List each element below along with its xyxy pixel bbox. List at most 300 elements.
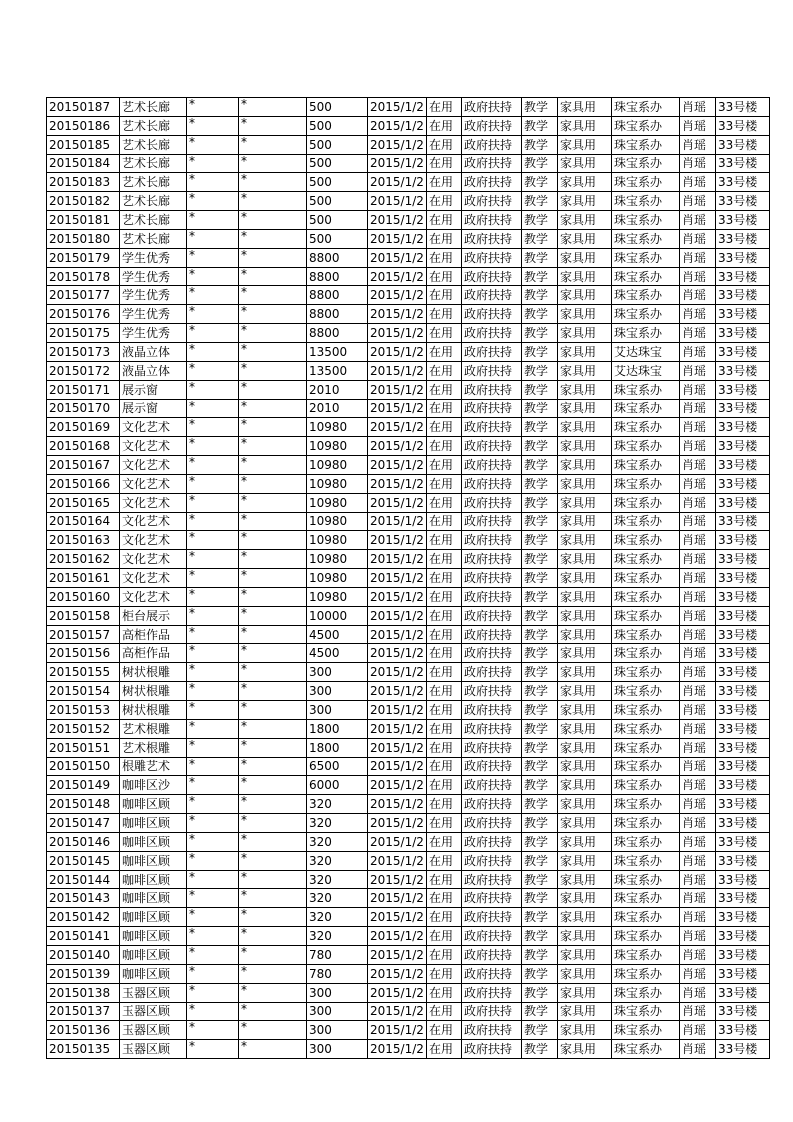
price-cell: 320 (307, 889, 368, 908)
asset-name-cell: 咖啡区沙 (120, 776, 187, 795)
custodian-cell: 肖瑶 (680, 644, 716, 663)
model-cell: * (239, 267, 307, 286)
asset-name-cell: 文化艺术 (120, 512, 187, 531)
asset-name-cell: 文化艺术 (120, 418, 187, 437)
asset-name-cell: 树状根雕 (120, 682, 187, 701)
spec-cell: * (187, 550, 239, 569)
location-cell: 33号楼 (716, 418, 770, 437)
date-cell: 2015/1/2 (368, 380, 427, 399)
price-cell: 320 (307, 795, 368, 814)
custodian-cell: 肖瑶 (680, 380, 716, 399)
location-cell: 33号楼 (716, 889, 770, 908)
funding-source-cell: 政府扶持 (462, 964, 522, 983)
spec-cell: * (187, 776, 239, 795)
location-cell: 33号楼 (716, 173, 770, 192)
table-row (47, 267, 770, 286)
status-cell: 在用 (427, 757, 462, 776)
custodian-cell: 肖瑶 (680, 719, 716, 738)
status-cell: 在用 (427, 493, 462, 512)
category-cell: 家具用 (558, 550, 612, 569)
asset-table (46, 97, 770, 1059)
status-cell: 在用 (427, 531, 462, 550)
asset-name-cell: 文化艺术 (120, 550, 187, 569)
usage-cell: 教学 (522, 474, 558, 493)
location-cell: 33号楼 (716, 1021, 770, 1040)
status-cell: 在用 (427, 324, 462, 343)
table-row (47, 229, 770, 248)
category-cell: 家具用 (558, 832, 612, 851)
custodian-cell: 肖瑶 (680, 267, 716, 286)
location-cell: 33号楼 (716, 550, 770, 569)
table-row (47, 945, 770, 964)
model-cell: * (239, 286, 307, 305)
custodian-cell: 肖瑶 (680, 795, 716, 814)
model-cell: * (239, 135, 307, 154)
location-cell: 33号楼 (716, 248, 770, 267)
location-cell: 33号楼 (716, 493, 770, 512)
model-cell: * (239, 456, 307, 475)
price-cell: 500 (307, 135, 368, 154)
department-cell: 珠宝系办 (612, 380, 680, 399)
asset-id-cell: 20150147 (47, 814, 120, 833)
table-row (47, 531, 770, 550)
date-cell: 2015/1/2 (368, 267, 427, 286)
model-cell: * (239, 229, 307, 248)
price-cell: 10980 (307, 512, 368, 531)
status-cell: 在用 (427, 889, 462, 908)
custodian-cell: 肖瑶 (680, 927, 716, 946)
status-cell: 在用 (427, 663, 462, 682)
date-cell: 2015/1/2 (368, 851, 427, 870)
department-cell: 珠宝系办 (612, 889, 680, 908)
category-cell: 家具用 (558, 456, 612, 475)
table-row (47, 1040, 770, 1059)
location-cell: 33号楼 (716, 1040, 770, 1059)
asset-name-cell: 咖啡区顾 (120, 945, 187, 964)
status-cell: 在用 (427, 606, 462, 625)
date-cell: 2015/1/2 (368, 116, 427, 135)
category-cell: 家具用 (558, 474, 612, 493)
asset-name-cell: 咖啡区顾 (120, 814, 187, 833)
custodian-cell: 肖瑶 (680, 399, 716, 418)
price-cell: 300 (307, 1040, 368, 1059)
asset-id-cell: 20150179 (47, 248, 120, 267)
spec-cell: * (187, 945, 239, 964)
model-cell: * (239, 814, 307, 833)
price-cell: 13500 (307, 361, 368, 380)
usage-cell: 教学 (522, 154, 558, 173)
asset-name-cell: 玉器区顾 (120, 983, 187, 1002)
location-cell: 33号楼 (716, 738, 770, 757)
usage-cell: 教学 (522, 342, 558, 361)
asset-id-cell: 20150143 (47, 889, 120, 908)
model-cell: * (239, 1002, 307, 1021)
category-cell: 家具用 (558, 135, 612, 154)
price-cell: 8800 (307, 324, 368, 343)
model-cell: * (239, 964, 307, 983)
date-cell: 2015/1/2 (368, 342, 427, 361)
spec-cell: * (187, 1002, 239, 1021)
location-cell: 33号楼 (716, 1002, 770, 1021)
table-row (47, 738, 770, 757)
price-cell: 10000 (307, 606, 368, 625)
funding-source-cell: 政府扶持 (462, 456, 522, 475)
category-cell: 家具用 (558, 437, 612, 456)
asset-name-cell: 咖啡区顾 (120, 927, 187, 946)
price-cell: 10980 (307, 569, 368, 588)
department-cell: 珠宝系办 (612, 173, 680, 192)
asset-id-cell: 20150161 (47, 569, 120, 588)
spec-cell: * (187, 719, 239, 738)
funding-source-cell: 政府扶持 (462, 814, 522, 833)
date-cell: 2015/1/2 (368, 795, 427, 814)
price-cell: 8800 (307, 267, 368, 286)
category-cell: 家具用 (558, 983, 612, 1002)
table-row (47, 587, 770, 606)
date-cell: 2015/1/2 (368, 173, 427, 192)
usage-cell: 教学 (522, 493, 558, 512)
department-cell: 珠宝系办 (612, 757, 680, 776)
price-cell: 10980 (307, 587, 368, 606)
asset-id-cell: 20150170 (47, 399, 120, 418)
category-cell: 家具用 (558, 324, 612, 343)
custodian-cell: 肖瑶 (680, 474, 716, 493)
table-row (47, 663, 770, 682)
asset-name-cell: 艺术根雕 (120, 719, 187, 738)
funding-source-cell: 政府扶持 (462, 305, 522, 324)
usage-cell: 教学 (522, 814, 558, 833)
model-cell: * (239, 701, 307, 720)
date-cell: 2015/1/2 (368, 701, 427, 720)
date-cell: 2015/1/2 (368, 456, 427, 475)
department-cell: 珠宝系办 (612, 116, 680, 135)
price-cell: 8800 (307, 248, 368, 267)
department-cell: 珠宝系办 (612, 550, 680, 569)
date-cell: 2015/1/2 (368, 399, 427, 418)
funding-source-cell: 政府扶持 (462, 173, 522, 192)
category-cell: 家具用 (558, 531, 612, 550)
status-cell: 在用 (427, 719, 462, 738)
date-cell: 2015/1/2 (368, 983, 427, 1002)
price-cell: 8800 (307, 305, 368, 324)
location-cell: 33号楼 (716, 908, 770, 927)
custodian-cell: 肖瑶 (680, 908, 716, 927)
status-cell: 在用 (427, 192, 462, 211)
asset-id-cell: 20150164 (47, 512, 120, 531)
price-cell: 10980 (307, 437, 368, 456)
location-cell: 33号楼 (716, 983, 770, 1002)
spec-cell: * (187, 98, 239, 117)
date-cell: 2015/1/2 (368, 1040, 427, 1059)
table-row (47, 474, 770, 493)
asset-id-cell: 20150156 (47, 644, 120, 663)
location-cell: 33号楼 (716, 135, 770, 154)
model-cell: * (239, 418, 307, 437)
status-cell: 在用 (427, 361, 462, 380)
spec-cell: * (187, 889, 239, 908)
status-cell: 在用 (427, 1040, 462, 1059)
status-cell: 在用 (427, 682, 462, 701)
table-row (47, 682, 770, 701)
usage-cell: 教学 (522, 701, 558, 720)
status-cell: 在用 (427, 305, 462, 324)
department-cell: 珠宝系办 (612, 587, 680, 606)
price-cell: 10980 (307, 550, 368, 569)
model-cell: * (239, 945, 307, 964)
model-cell: * (239, 625, 307, 644)
table-row (47, 908, 770, 927)
usage-cell: 教学 (522, 456, 558, 475)
category-cell: 家具用 (558, 380, 612, 399)
funding-source-cell: 政府扶持 (462, 248, 522, 267)
department-cell: 珠宝系办 (612, 606, 680, 625)
department-cell: 珠宝系办 (612, 851, 680, 870)
model-cell: * (239, 531, 307, 550)
table-row (47, 719, 770, 738)
asset-id-cell: 20150169 (47, 418, 120, 437)
department-cell: 珠宝系办 (612, 1021, 680, 1040)
table-row (47, 625, 770, 644)
spec-cell: * (187, 1021, 239, 1040)
usage-cell: 教学 (522, 305, 558, 324)
spec-cell: * (187, 248, 239, 267)
asset-name-cell: 艺术长廊 (120, 211, 187, 230)
asset-id-cell: 20150182 (47, 192, 120, 211)
funding-source-cell: 政府扶持 (462, 550, 522, 569)
model-cell: * (239, 512, 307, 531)
department-cell: 珠宝系办 (612, 776, 680, 795)
custodian-cell: 肖瑶 (680, 682, 716, 701)
asset-name-cell: 咖啡区顾 (120, 870, 187, 889)
funding-source-cell: 政府扶持 (462, 625, 522, 644)
location-cell: 33号楼 (716, 832, 770, 851)
usage-cell: 教学 (522, 738, 558, 757)
asset-id-cell: 20150160 (47, 587, 120, 606)
price-cell: 300 (307, 1021, 368, 1040)
funding-source-cell: 政府扶持 (462, 776, 522, 795)
category-cell: 家具用 (558, 587, 612, 606)
location-cell: 33号楼 (716, 531, 770, 550)
department-cell: 珠宝系办 (612, 644, 680, 663)
asset-name-cell: 文化艺术 (120, 437, 187, 456)
asset-id-cell: 20150171 (47, 380, 120, 399)
price-cell: 300 (307, 682, 368, 701)
category-cell: 家具用 (558, 606, 612, 625)
location-cell: 33号楼 (716, 814, 770, 833)
usage-cell: 教学 (522, 229, 558, 248)
date-cell: 2015/1/2 (368, 550, 427, 569)
price-cell: 10980 (307, 418, 368, 437)
department-cell: 珠宝系办 (612, 795, 680, 814)
custodian-cell: 肖瑶 (680, 776, 716, 795)
department-cell: 珠宝系办 (612, 248, 680, 267)
asset-id-cell: 20150162 (47, 550, 120, 569)
custodian-cell: 肖瑶 (680, 116, 716, 135)
status-cell: 在用 (427, 474, 462, 493)
custodian-cell: 肖瑶 (680, 98, 716, 117)
spec-cell: * (187, 814, 239, 833)
price-cell: 6500 (307, 757, 368, 776)
department-cell: 珠宝系办 (612, 701, 680, 720)
location-cell: 33号楼 (716, 361, 770, 380)
asset-id-cell: 20150186 (47, 116, 120, 135)
table-row (47, 757, 770, 776)
price-cell: 1800 (307, 719, 368, 738)
department-cell: 珠宝系办 (612, 814, 680, 833)
department-cell: 珠宝系办 (612, 493, 680, 512)
model-cell: * (239, 569, 307, 588)
funding-source-cell: 政府扶持 (462, 1021, 522, 1040)
asset-name-cell: 咖啡区顾 (120, 908, 187, 927)
usage-cell: 教学 (522, 116, 558, 135)
model-cell: * (239, 342, 307, 361)
spec-cell: * (187, 644, 239, 663)
category-cell: 家具用 (558, 98, 612, 117)
custodian-cell: 肖瑶 (680, 738, 716, 757)
location-cell: 33号楼 (716, 154, 770, 173)
status-cell: 在用 (427, 832, 462, 851)
location-cell: 33号楼 (716, 870, 770, 889)
usage-cell: 教学 (522, 851, 558, 870)
table-row (47, 851, 770, 870)
location-cell: 33号楼 (716, 757, 770, 776)
spec-cell: * (187, 267, 239, 286)
price-cell: 500 (307, 211, 368, 230)
location-cell: 33号楼 (716, 625, 770, 644)
spec-cell: * (187, 964, 239, 983)
funding-source-cell: 政府扶持 (462, 493, 522, 512)
asset-name-cell: 树状根雕 (120, 701, 187, 720)
category-cell: 家具用 (558, 1040, 612, 1059)
asset-id-cell: 20150165 (47, 493, 120, 512)
asset-name-cell: 液晶立体 (120, 342, 187, 361)
asset-name-cell: 文化艺术 (120, 587, 187, 606)
status-cell: 在用 (427, 456, 462, 475)
status-cell: 在用 (427, 795, 462, 814)
usage-cell: 教学 (522, 908, 558, 927)
funding-source-cell: 政府扶持 (462, 851, 522, 870)
department-cell: 珠宝系办 (612, 870, 680, 889)
model-cell: * (239, 380, 307, 399)
location-cell: 33号楼 (716, 98, 770, 117)
status-cell: 在用 (427, 248, 462, 267)
funding-source-cell: 政府扶持 (462, 342, 522, 361)
department-cell: 珠宝系办 (612, 908, 680, 927)
asset-name-cell: 艺术根雕 (120, 738, 187, 757)
asset-id-cell: 20150167 (47, 456, 120, 475)
asset-id-cell: 20150181 (47, 211, 120, 230)
asset-name-cell: 学生优秀 (120, 267, 187, 286)
usage-cell: 教学 (522, 248, 558, 267)
category-cell: 家具用 (558, 738, 612, 757)
usage-cell: 教学 (522, 776, 558, 795)
asset-id-cell: 20150168 (47, 437, 120, 456)
table-row (47, 606, 770, 625)
date-cell: 2015/1/2 (368, 644, 427, 663)
spec-cell: * (187, 569, 239, 588)
funding-source-cell: 政府扶持 (462, 587, 522, 606)
model-cell: * (239, 1040, 307, 1059)
asset-name-cell: 文化艺术 (120, 569, 187, 588)
table-row (47, 154, 770, 173)
model-cell: * (239, 248, 307, 267)
model-cell: * (239, 719, 307, 738)
custodian-cell: 肖瑶 (680, 663, 716, 682)
asset-id-cell: 20150172 (47, 361, 120, 380)
funding-source-cell: 政府扶持 (462, 908, 522, 927)
category-cell: 家具用 (558, 116, 612, 135)
funding-source-cell: 政府扶持 (462, 606, 522, 625)
table-row (47, 173, 770, 192)
status-cell: 在用 (427, 776, 462, 795)
usage-cell: 教学 (522, 719, 558, 738)
asset-name-cell: 树状根雕 (120, 663, 187, 682)
department-cell: 珠宝系办 (612, 625, 680, 644)
location-cell: 33号楼 (716, 682, 770, 701)
model-cell: * (239, 606, 307, 625)
model-cell: * (239, 908, 307, 927)
table-row (47, 116, 770, 135)
spec-cell: * (187, 456, 239, 475)
custodian-cell: 肖瑶 (680, 945, 716, 964)
funding-source-cell: 政府扶持 (462, 267, 522, 286)
table-row (47, 418, 770, 437)
model-cell: * (239, 832, 307, 851)
category-cell: 家具用 (558, 814, 612, 833)
date-cell: 2015/1/2 (368, 776, 427, 795)
custodian-cell: 肖瑶 (680, 870, 716, 889)
category-cell: 家具用 (558, 625, 612, 644)
custodian-cell: 肖瑶 (680, 531, 716, 550)
spec-cell: * (187, 399, 239, 418)
location-cell: 33号楼 (716, 512, 770, 531)
asset-name-cell: 文化艺术 (120, 474, 187, 493)
price-cell: 2010 (307, 380, 368, 399)
price-cell: 13500 (307, 342, 368, 361)
category-cell: 家具用 (558, 964, 612, 983)
custodian-cell: 肖瑶 (680, 192, 716, 211)
date-cell: 2015/1/2 (368, 889, 427, 908)
spec-cell: * (187, 380, 239, 399)
spec-cell: * (187, 342, 239, 361)
spec-cell: * (187, 682, 239, 701)
usage-cell: 教学 (522, 682, 558, 701)
date-cell: 2015/1/2 (368, 964, 427, 983)
table-row (47, 437, 770, 456)
price-cell: 320 (307, 851, 368, 870)
usage-cell: 教学 (522, 173, 558, 192)
location-cell: 33号楼 (716, 267, 770, 286)
asset-name-cell: 艺术长廊 (120, 154, 187, 173)
spec-cell: * (187, 531, 239, 550)
price-cell: 320 (307, 814, 368, 833)
date-cell: 2015/1/2 (368, 870, 427, 889)
asset-name-cell: 学生优秀 (120, 248, 187, 267)
usage-cell: 教学 (522, 757, 558, 776)
date-cell: 2015/1/2 (368, 493, 427, 512)
custodian-cell: 肖瑶 (680, 418, 716, 437)
spec-cell: * (187, 870, 239, 889)
custodian-cell: 肖瑶 (680, 851, 716, 870)
status-cell: 在用 (427, 418, 462, 437)
date-cell: 2015/1/2 (368, 587, 427, 606)
funding-source-cell: 政府扶持 (462, 682, 522, 701)
location-cell: 33号楼 (716, 719, 770, 738)
department-cell: 珠宝系办 (612, 286, 680, 305)
category-cell: 家具用 (558, 569, 612, 588)
price-cell: 500 (307, 116, 368, 135)
location-cell: 33号楼 (716, 229, 770, 248)
